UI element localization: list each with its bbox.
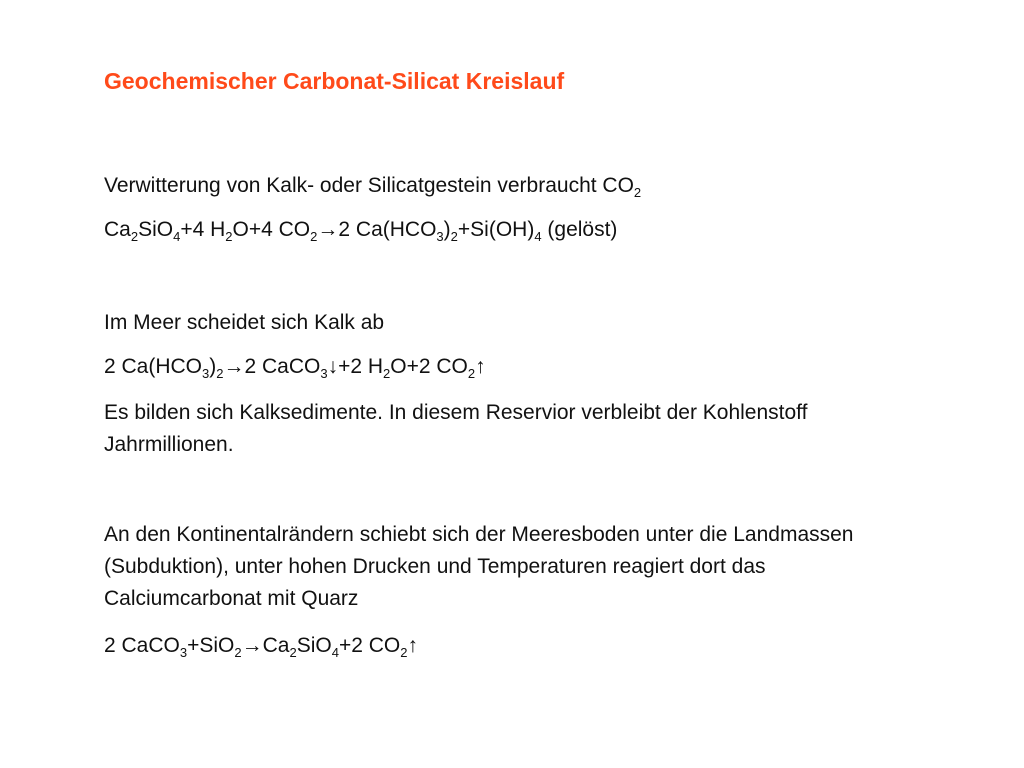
formula-text: 2 Ca(HCO (104, 355, 203, 378)
sediment-note: Es bilden sich Kalksedimente. In diesem Reservior verbleibt der Kohlenstoff Jahrmillionen. (104, 401, 808, 456)
formula-subscript: 2 (130, 229, 139, 244)
formula-text: ↓+2 H (327, 355, 384, 378)
formula-subscript: 2 (450, 229, 458, 244)
formula-subscript: 2 (225, 229, 233, 244)
formula-subscript: 2 (400, 645, 408, 660)
precipitation-reaction (104, 351, 486, 383)
formula-text: →Ca (241, 634, 290, 657)
formula-text: →2 Ca(HCO (317, 218, 437, 241)
formula-text: ↑ (475, 355, 486, 378)
formula-subscript: 2 (383, 366, 391, 381)
slide-title: Geochemischer Carbonat-Silicat Kreislauf (104, 68, 565, 94)
formula-text: SiO (296, 634, 332, 657)
formula-text: ) (209, 355, 217, 378)
formula-text: →2 CaCO (223, 355, 321, 378)
formula-subscript: 2 (467, 366, 476, 381)
formula-text: ) (443, 218, 451, 241)
formula-subscript: 3 (202, 366, 210, 381)
formula-text: O+2 CO (390, 355, 468, 378)
weathering-text (104, 170, 641, 202)
formula-text: O+4 CO (232, 218, 311, 241)
formula-subscript: 4 (173, 229, 181, 244)
formula-subscript: 2 (289, 645, 297, 660)
formula-text: +4 H (180, 218, 226, 241)
formula-subscript: 4 (331, 645, 339, 660)
formula-text: Ca (104, 218, 131, 241)
formula-text: SiO (138, 218, 174, 241)
weathering-reaction (104, 214, 617, 246)
formula-text: +Si(OH) (457, 218, 535, 241)
weathering-text-main: Verwitterung von Kalk- oder Silicatgestein verbraucht CO (104, 174, 634, 197)
formula-text: ↑ (407, 634, 418, 657)
subduction-text: An den Kontinentalrändern schiebt sich der Meeresboden unter die Landmassen (Subduktion), unter hohen Drucken und Temperaturen reagiert dort das Calciumcarbonat mit Quarz (104, 523, 854, 610)
formula-subscript: 3 (436, 229, 444, 244)
formula-subscript: 2 (216, 366, 224, 381)
formula-subscript: 4 (534, 229, 542, 244)
metamorphism-reaction (104, 630, 418, 662)
sea-precipitation-text: Im Meer scheidet sich Kalk ab (104, 311, 385, 334)
formula-subscript: 2 (234, 645, 242, 660)
formula-subscript: 3 (320, 366, 328, 381)
formula-subscript: 3 (179, 645, 188, 660)
formula-text: +2 CO (338, 634, 401, 657)
formula-text: 2 CaCO (104, 634, 180, 657)
weathering-text-subscript: 2 (633, 185, 642, 200)
formula-text: +SiO (187, 634, 235, 657)
formula-subscript: 2 (310, 229, 318, 244)
formula-text: (gelöst) (541, 218, 618, 241)
